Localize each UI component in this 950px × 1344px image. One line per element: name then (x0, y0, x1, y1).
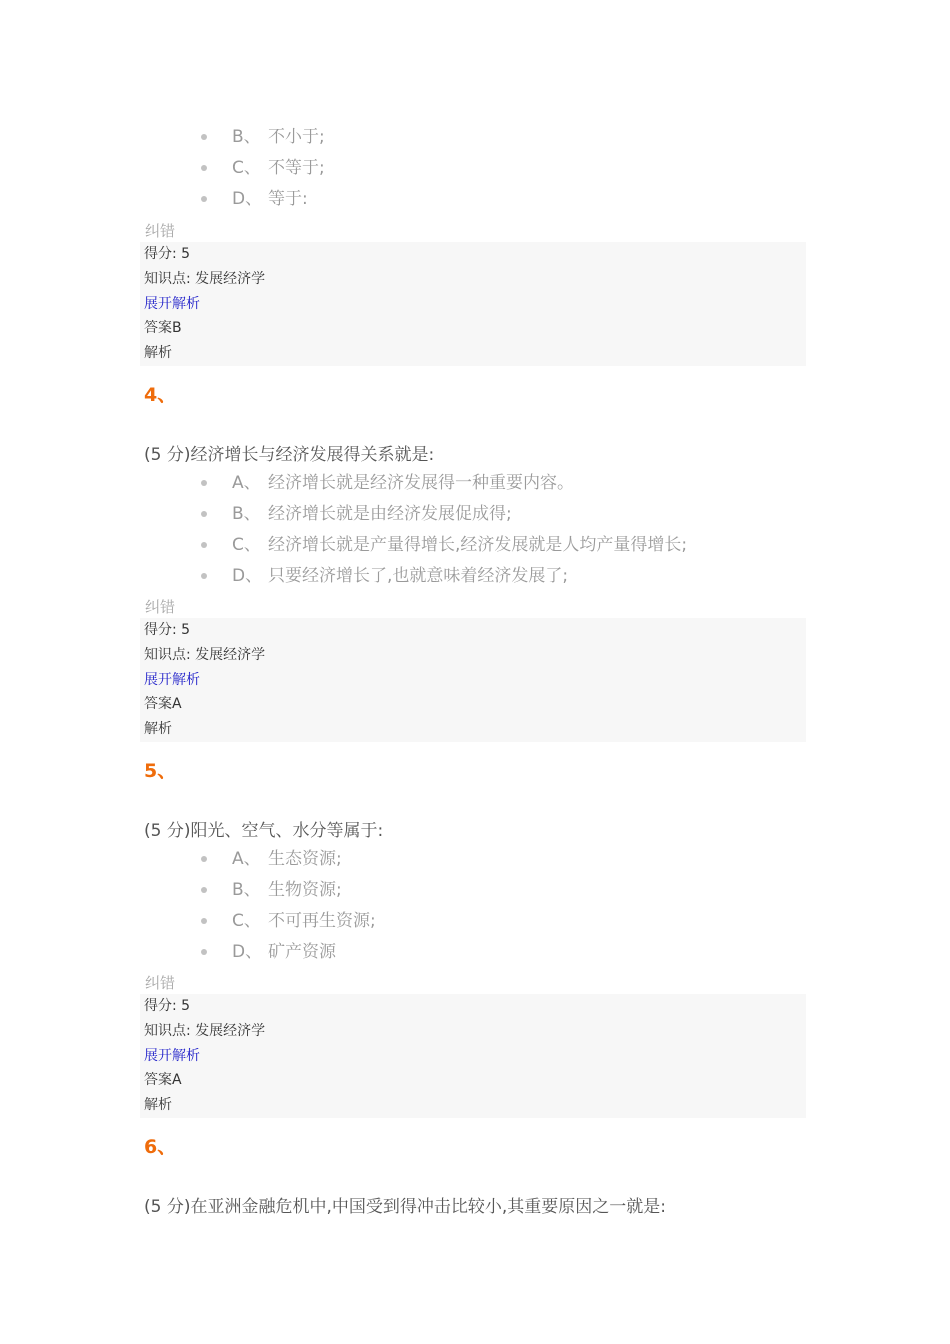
bullet-icon (201, 918, 207, 924)
bullet-icon (201, 480, 207, 486)
q6-question-text: (5 分)在亚洲金融危机中,中国受到得冲击比较小,其重要原因之一就是: (144, 1197, 667, 1217)
q4-analysis-label: 解析 (144, 721, 172, 737)
q5-score: 得分: 5 (144, 998, 191, 1014)
q5-report-error-link[interactable]: 纠错 (145, 974, 176, 992)
bullet-icon (201, 165, 207, 171)
q4-question-text: (5 分)经济增长与经济发展得关系就是: (144, 445, 435, 465)
q4-score: 得分: 5 (144, 622, 191, 638)
q3-expand-analysis-link[interactable]: 展开解析 (144, 296, 200, 312)
q5-result-panel (140, 994, 806, 1118)
q5-answer: 答案A (144, 1072, 182, 1088)
q4-expand-analysis-link[interactable]: 展开解析 (144, 672, 200, 688)
bullet-icon (201, 196, 207, 202)
q5-knowledge-point: 知识点: 发展经济学 (144, 1023, 266, 1039)
bullet-icon (201, 573, 207, 579)
q5-analysis-label: 解析 (144, 1097, 172, 1113)
bullet-icon (201, 542, 207, 548)
bullet-icon (201, 511, 207, 517)
q3-score: 得分: 5 (144, 246, 191, 262)
q4-number: 4、 (144, 384, 177, 406)
q3-answer: 答案B (144, 320, 182, 336)
q6-number: 6、 (144, 1136, 177, 1158)
q3-knowledge-point: 知识点: 发展经济学 (144, 271, 266, 287)
q4-knowledge-point: 知识点: 发展经济学 (144, 647, 266, 663)
q4-report-error-link[interactable]: 纠错 (145, 598, 176, 616)
q3-result-panel (140, 242, 806, 366)
q5-question-text: (5 分)阳光、空气、水分等属于: (144, 821, 384, 841)
q4-result-panel (140, 618, 806, 742)
q5-expand-analysis-link[interactable]: 展开解析 (144, 1048, 200, 1064)
bullet-icon (201, 887, 207, 893)
q3-analysis-label: 解析 (144, 345, 172, 361)
bullet-icon (201, 949, 207, 955)
q3-report-error-link[interactable]: 纠错 (145, 222, 176, 240)
bullet-icon (201, 134, 207, 140)
bullet-icon (201, 856, 207, 862)
q5-number: 5、 (144, 760, 177, 782)
q4-answer: 答案A (144, 696, 182, 712)
